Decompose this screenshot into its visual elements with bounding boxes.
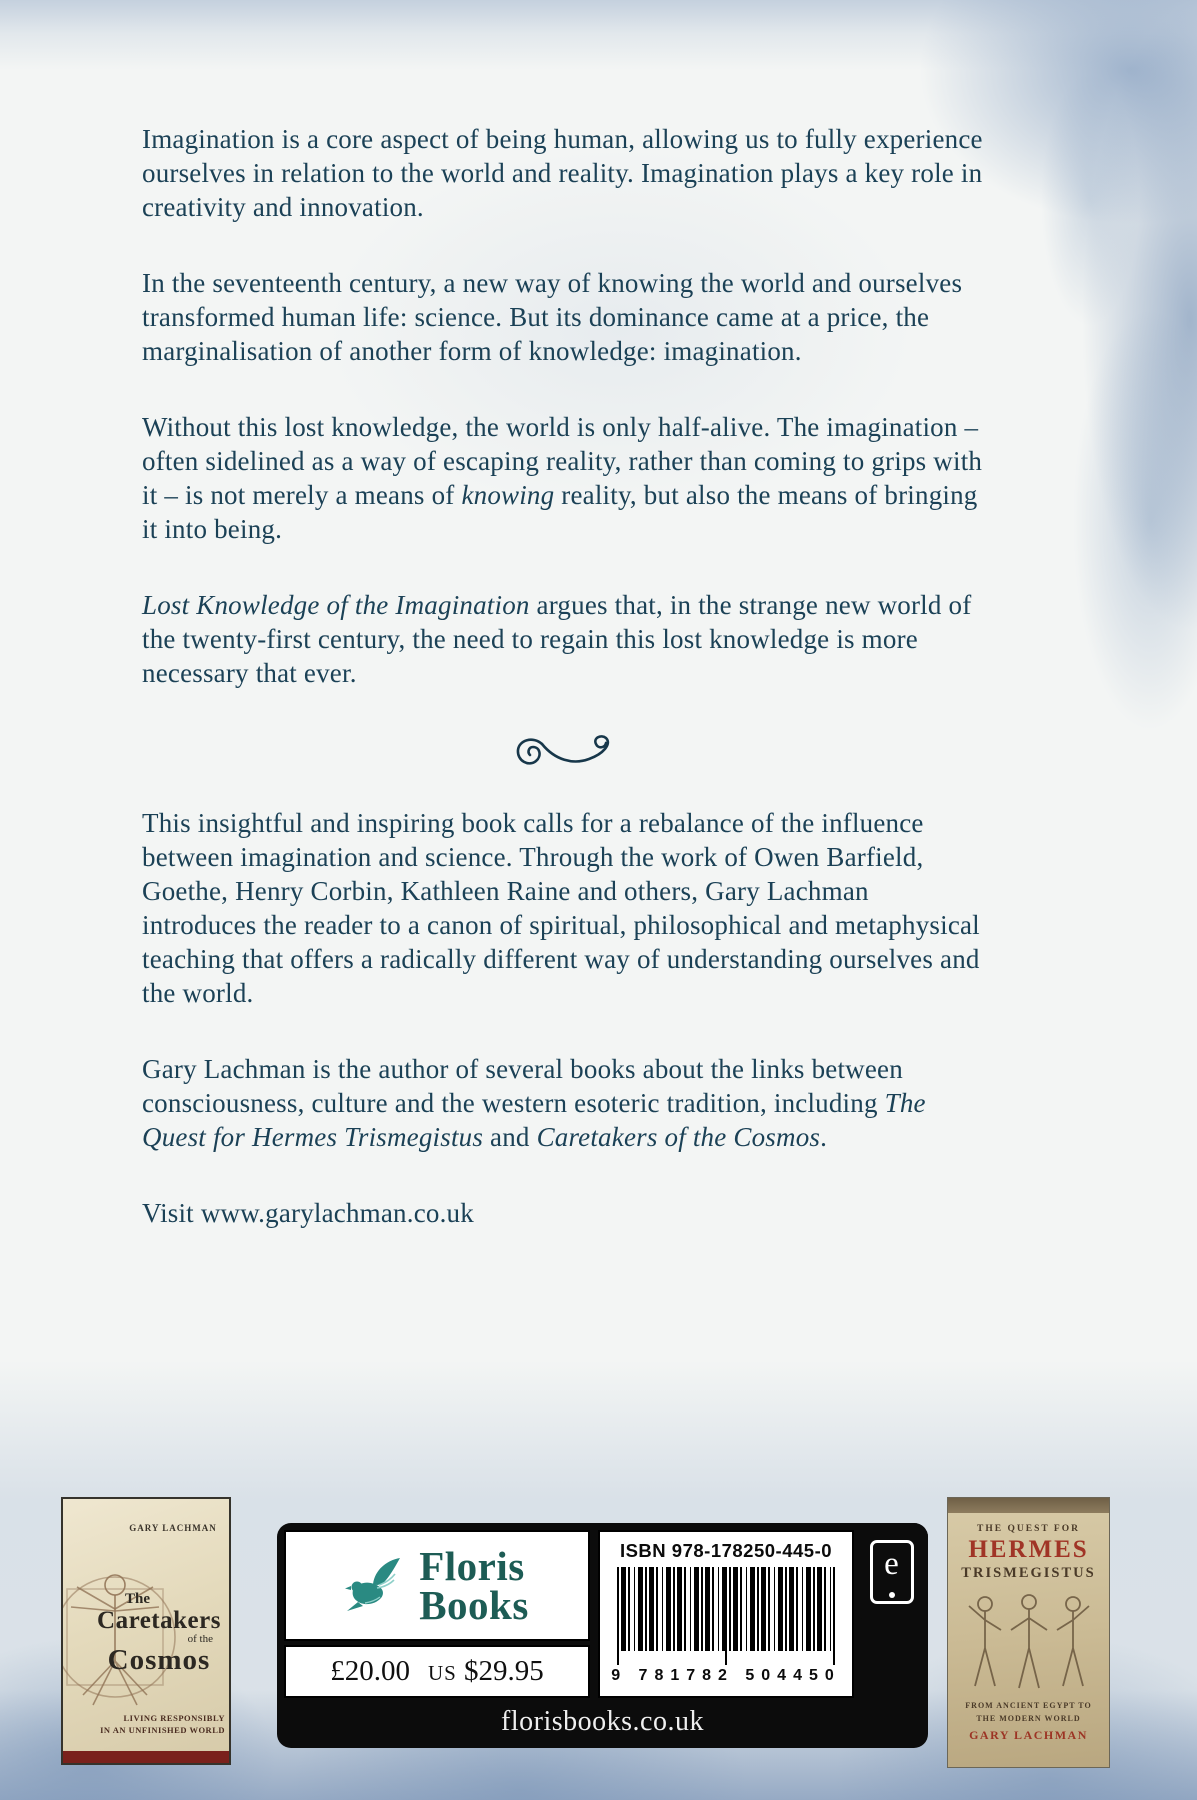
website-text: Visit www.garylachman.co.uk [142, 1198, 474, 1228]
title-line: Cosmos [107, 1644, 211, 1676]
paragraph-text: . [820, 1122, 828, 1152]
cover-author: GARY LACHMAN [969, 1727, 1088, 1742]
publisher-block [277, 1523, 928, 1748]
barcode-guard-bar [725, 1567, 727, 1665]
paragraph-text: argues that, in the strange new world of the twenty-first century, the need to regain this lost knowledge is more necessary that ever. [142, 590, 972, 688]
floris-books-logo-box [284, 1530, 590, 1641]
swirl-divider-icon [513, 732, 617, 774]
ereader-icon [870, 1540, 914, 1604]
title-line: Caretakers [97, 1607, 221, 1634]
price-usd-value: $29.95 [464, 1655, 544, 1687]
book-title-italic: Caretakers of the Cosmos [536, 1122, 821, 1152]
price-gbp: £20.00 [330, 1655, 410, 1687]
author-website-line [142, 1196, 987, 1230]
paragraph-text: This insightful and inspiring book calls for a rebalance of the influence between imagination and science. Through the work of Owen Barfield, Goethe, Henry Corbin, Kathleen Raine and others, Gary Lachman introduces the reader to a canon of spiritual, philosophical and metaphysical teaching that offers a radically different way of understanding ourselves and the world. [142, 808, 980, 1008]
paragraph-text: In the seventeenth century, a new way of knowing the world and ourselves transformed human life: science. But its dominance came at a price, the marginalisation of another form of knowledge: imagination. [142, 268, 963, 366]
cover-author: GARY LACHMAN [129, 1523, 217, 1533]
blurb [142, 122, 987, 1272]
price-us-label: US [427, 1661, 457, 1685]
isbn-label: ISBN 978-178250-445-0 [619, 1540, 833, 1561]
cover-tagline [63, 1712, 225, 1738]
home-button-dot [889, 1592, 895, 1598]
flourish-ornament [142, 732, 987, 778]
price-box [284, 1645, 590, 1698]
publisher-name-line: Floris [419, 1543, 525, 1590]
floris-dove-icon [345, 1557, 409, 1615]
blurb-paragraph-5 [142, 806, 987, 1010]
blurb-paragraph-6 [142, 1052, 987, 1154]
barcode-guard-bar [617, 1567, 619, 1665]
tagline-line: THE MODERN WORLD [976, 1713, 1081, 1723]
cover-title [91, 1591, 227, 1675]
paragraph-text: Imagination is a core aspect of being human, allowing us to fully experience ourselves in relation to the world and reality. Imagination plays a key role in creativity and innovation. [142, 124, 983, 222]
cover-tagline [948, 1700, 1109, 1726]
book-title-italic: Lost Knowledge of the Imagination [142, 590, 530, 620]
book-thumbnail-caretakers [61, 1497, 231, 1765]
isbn-barcode-box [598, 1530, 854, 1698]
cover-title-line: TRISMEGISTUS [961, 1565, 1096, 1581]
paragraph-text: Without this lost knowledge, the world is only half-alive. The imagination – often sidelined as a way of escaping reality, rather than coming to grips with it – is not merely a means of [142, 412, 983, 510]
ebook-e-glyph: e [884, 1546, 899, 1582]
publisher-name-line: Books [419, 1581, 529, 1628]
egyptian-relief-figures-icon [959, 1590, 1099, 1694]
price-usd [428, 1655, 544, 1688]
publisher-name [419, 1543, 529, 1628]
ebook-available-badge [855, 1523, 928, 1621]
isbn-digits: 9 781782 504450 [611, 1667, 841, 1684]
cover-title-line: HERMES [968, 1536, 1089, 1563]
cover-stone-lintel [948, 1498, 1109, 1513]
book-title-italic: The Quest for Hermes Trismegistus [142, 1088, 926, 1152]
publisher-website: florisbooks.co.uk [501, 1706, 704, 1737]
tagline-line: FROM ANCIENT EGYPT TO [965, 1701, 1092, 1710]
tagline-line: LIVING RESPONSIBLY [123, 1712, 225, 1723]
cover-series-line: THE QUEST FOR [977, 1524, 1080, 1534]
barcode-guard-bar [833, 1567, 835, 1665]
blurb-paragraph-2 [142, 266, 987, 368]
blurb-paragraph-3 [142, 410, 987, 546]
title-line: The [125, 1591, 151, 1607]
paragraph-text: Gary Lachman is the author of several books about the links between consciousness, culture and the western esoteric tradition, including [142, 1054, 903, 1118]
book-thumbnail-hermes [947, 1497, 1110, 1768]
cover-red-strip [63, 1751, 229, 1763]
barcode-icon [617, 1567, 835, 1651]
title-line: of the [187, 1633, 213, 1645]
italic-word: knowing [461, 480, 555, 510]
paragraph-text: reality, but also the means of bringing it into being. [142, 480, 978, 544]
blurb-paragraph-4 [142, 588, 987, 690]
blurb-paragraph-1 [142, 122, 987, 224]
paragraph-text: and [483, 1122, 537, 1152]
tagline-line: IN AN UNFINISHED WORLD [100, 1725, 225, 1736]
